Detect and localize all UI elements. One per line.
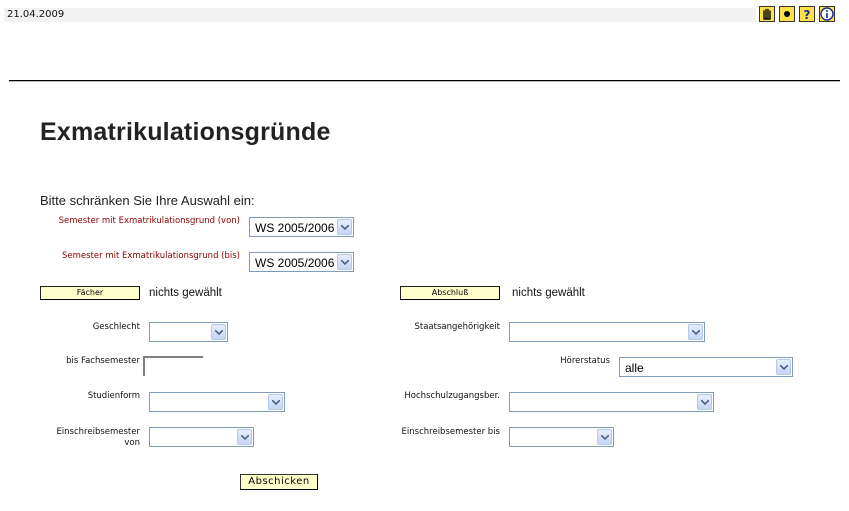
staatsangehoerigkeit-select[interactable] <box>509 322 705 342</box>
chevron-down-icon <box>337 254 352 270</box>
chevron-down-icon <box>776 359 791 375</box>
chevron-down-icon <box>337 219 352 235</box>
semester-bis-value: WS 2005/2006 <box>255 256 335 270</box>
studienform-label: Studienform <box>87 391 140 401</box>
einschreibsemester-bis-select[interactable] <box>509 427 614 447</box>
geschlecht-label: Geschlecht <box>92 322 140 332</box>
hochschulzugang-select[interactable] <box>509 392 714 412</box>
einschreibsemester-bis-label: Einschreibsemester bis <box>401 427 500 437</box>
hoererstatus-value: alle <box>625 361 644 375</box>
info-icon[interactable] <box>819 6 835 22</box>
chevron-down-icon <box>211 324 226 340</box>
hoererstatus-label: Hörerstatus <box>560 356 610 366</box>
dot-icon[interactable] <box>779 6 795 22</box>
help-icon[interactable] <box>799 6 815 22</box>
semester-bis-label: Semester mit Exmatrikulationsgrund (bis) <box>62 251 240 261</box>
chevron-down-icon <box>697 394 712 410</box>
toolbar-icons <box>759 6 835 22</box>
abschluss-button[interactable]: Abschluß <box>400 286 500 300</box>
einschreibsemester-von-label-line1: Einschreibsemester <box>56 427 140 437</box>
page-title: Exmatrikulationsgründe <box>40 118 331 146</box>
semester-von-select[interactable] <box>249 217 354 237</box>
einschreibsemester-von-label-line2: von <box>124 438 140 448</box>
chevron-down-icon <box>688 324 703 340</box>
faecher-status: nichts gewählt <box>149 287 222 299</box>
header-divider <box>9 80 840 82</box>
hand-icon[interactable] <box>759 6 775 22</box>
semester-von-label: Semester mit Exmatrikulationsgrund (von) <box>58 216 240 226</box>
fachsemester-label: bis Fachsemester <box>66 356 140 366</box>
hochschulzugang-label: Hochschulzugangsber. <box>404 391 500 401</box>
semester-von-value: WS 2005/2006 <box>255 221 335 235</box>
einschreibsemester-von-select[interactable] <box>149 427 254 447</box>
intro-text: Bitte schränken Sie Ihre Auswahl ein: <box>40 193 255 208</box>
submit-button[interactable]: Abschicken <box>240 474 318 490</box>
staatsangehoerigkeit-label: Staatsangehörigkeit <box>414 322 500 332</box>
top-bar <box>4 8 756 22</box>
geschlecht-select[interactable] <box>149 322 228 342</box>
chevron-down-icon <box>237 429 252 445</box>
svg-text:?: ? <box>803 8 811 21</box>
faecher-button[interactable]: Fächer <box>40 286 140 300</box>
abschluss-status: nichts gewählt <box>512 287 585 299</box>
semester-bis-select[interactable] <box>249 252 354 272</box>
fachsemester-input[interactable] <box>143 356 203 376</box>
studienform-select[interactable] <box>149 392 285 412</box>
hoererstatus-select[interactable] <box>619 357 793 377</box>
chevron-down-icon <box>268 394 283 410</box>
einschreibsemester-von-label <box>40 427 140 449</box>
date-display: 21.04.2009 <box>7 9 65 20</box>
chevron-down-icon <box>597 429 612 445</box>
